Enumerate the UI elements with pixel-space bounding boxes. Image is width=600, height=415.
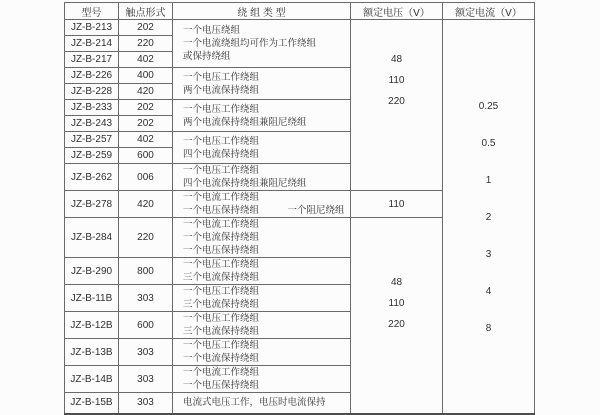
winding-line: 三个电流保持绕组 <box>183 326 260 337</box>
winding-line: 三个电流保持绕组 <box>183 272 260 283</box>
winding-line: 电流式电压工作，电压时电流保持 <box>183 397 326 409</box>
winding-type-cell <box>173 285 351 312</box>
voltage-value: 220 <box>388 319 405 331</box>
contact-form-cell: 303 <box>119 339 173 366</box>
rated-voltage-cell <box>351 218 443 414</box>
model-cell: JZ-B-262 <box>65 164 119 191</box>
winding-line: 一个电流保持绕组 <box>183 232 260 243</box>
voltage-value: 48 <box>390 277 403 289</box>
winding-line: 两个电流保持绕组兼阻尼绕组 <box>183 116 307 128</box>
contact-form-cell: 202 <box>119 100 173 116</box>
current-value: 4 <box>485 286 492 298</box>
table-row <box>65 20 535 36</box>
winding-type-cell <box>173 132 351 164</box>
voltage-value: 220 <box>388 96 405 107</box>
winding-type-cell <box>173 218 351 258</box>
model-cell: JZ-B-243 <box>65 116 119 132</box>
voltage-values <box>351 277 442 331</box>
contact-form-cell: 220 <box>119 36 173 52</box>
contact-form-cell: 303 <box>119 366 173 393</box>
contact-form-cell: 402 <box>119 132 173 148</box>
model-cell: JZ-B-14B <box>65 366 119 393</box>
winding-type-cell <box>173 164 351 191</box>
contact-form-cell: 006 <box>119 164 173 191</box>
column-header-winding-type: 绕 组 类 型 <box>173 3 351 20</box>
current-value: 1 <box>485 175 492 187</box>
model-cell: JZ-B-213 <box>65 20 119 36</box>
winding-line: 一个电流工作绕组 <box>183 192 260 203</box>
model-cell: JZ-B-257 <box>65 132 119 148</box>
winding-type-cell <box>173 20 351 68</box>
winding-line: 一个电压工作绕组 <box>183 313 260 324</box>
model-cell: JZ-B-228 <box>65 84 119 100</box>
winding-line: 一个电压工作绕组 <box>183 135 260 147</box>
column-header-rated-current: 额定电流（V） <box>443 3 535 20</box>
winding-type-cell <box>173 339 351 366</box>
column-header-rated-voltage: 额定电压（V） <box>351 3 443 20</box>
winding-type-cell <box>173 393 351 414</box>
model-cell: JZ-B-11B <box>65 285 119 312</box>
current-values <box>443 101 534 335</box>
model-cell: JZ-B-12B <box>65 312 119 339</box>
contact-form-cell: 402 <box>119 52 173 68</box>
contact-form-cell: 420 <box>119 191 173 218</box>
contact-form-cell: 303 <box>119 285 173 312</box>
winding-type-cell <box>173 191 351 218</box>
winding-line: 一个电压保持绕组 <box>183 245 260 256</box>
winding-line: 一个电流保持绕组 <box>183 353 260 364</box>
voltage-value: 110 <box>388 298 405 310</box>
contact-form-cell: 202 <box>119 20 173 36</box>
winding-line: 一个电流绕组均可作为工作绕组 <box>183 38 317 49</box>
winding-line: 两个电流保持绕组 <box>183 84 260 96</box>
winding-line: 一个电压工作绕组 <box>183 340 260 351</box>
column-header-model: 型号 <box>65 3 119 20</box>
voltage-value: 110 <box>388 198 405 210</box>
model-cell: JZ-B-233 <box>65 100 119 116</box>
contact-form-cell: 420 <box>119 84 173 100</box>
winding-line: 一个电流工作绕组 <box>183 367 260 378</box>
winding-line: 三个电流保持绕组 <box>183 299 260 310</box>
model-cell: JZ-B-217 <box>65 52 119 68</box>
model-cell: JZ-B-214 <box>65 36 119 52</box>
rated-voltage-cell <box>351 191 443 218</box>
contact-form-cell: 600 <box>119 312 173 339</box>
winding-line: 或保持绕组 <box>183 51 231 62</box>
voltage-values <box>351 54 442 108</box>
model-cell: JZ-B-13B <box>65 339 119 366</box>
winding-type-cell <box>173 100 351 132</box>
current-value: 2 <box>485 212 492 224</box>
contact-form-cell: 220 <box>119 218 173 258</box>
winding-line: 四个电流保持绕组 <box>183 148 260 160</box>
relay-spec-table <box>64 2 535 415</box>
current-value: 3 <box>485 249 492 261</box>
model-cell: JZ-B-15B <box>65 393 119 414</box>
rated-current-cell <box>443 20 535 414</box>
model-cell: JZ-B-278 <box>65 191 119 218</box>
winding-line: 一个电压保持绕组 一个阻尼绕组 <box>183 205 345 216</box>
voltage-value: 48 <box>390 54 403 65</box>
winding-line: 一个电压绕组 <box>183 25 241 36</box>
model-cell: JZ-B-284 <box>65 218 119 258</box>
current-value: 8 <box>485 323 492 335</box>
contact-form-cell: 400 <box>119 68 173 84</box>
winding-type-cell <box>173 258 351 285</box>
winding-type-cell <box>173 68 351 100</box>
contact-form-cell: 800 <box>119 258 173 285</box>
current-value: 0.25 <box>478 101 499 113</box>
winding-line: 一个电压工作绕组 <box>183 165 260 176</box>
voltage-value: 110 <box>388 75 405 86</box>
winding-line: 一个电压工作绕组 <box>183 103 260 115</box>
header-row <box>65 3 535 20</box>
model-cell: JZ-B-290 <box>65 258 119 285</box>
column-header-contact-form: 触点形式 <box>119 3 173 20</box>
contact-form-cell: 202 <box>119 116 173 132</box>
winding-type-cell <box>173 312 351 339</box>
rated-voltage-cell <box>351 20 443 191</box>
winding-line: 四个电流保持绕组兼阻尼绕组 <box>183 178 307 189</box>
winding-line: 一个电压工作绕组 <box>183 71 260 83</box>
winding-line: 一个电压保持绕组 <box>183 380 260 391</box>
contact-form-cell: 600 <box>119 148 173 164</box>
contact-form-cell: 303 <box>119 393 173 414</box>
winding-line: 一个电压工作绕组 <box>183 259 260 270</box>
model-cell: JZ-B-226 <box>65 68 119 84</box>
winding-line: 一个电压工作绕组 <box>183 286 260 297</box>
current-value: 0.5 <box>481 138 496 150</box>
model-cell: JZ-B-259 <box>65 148 119 164</box>
winding-line: 一个电流工作绕组 <box>183 219 260 230</box>
winding-type-cell <box>173 366 351 393</box>
